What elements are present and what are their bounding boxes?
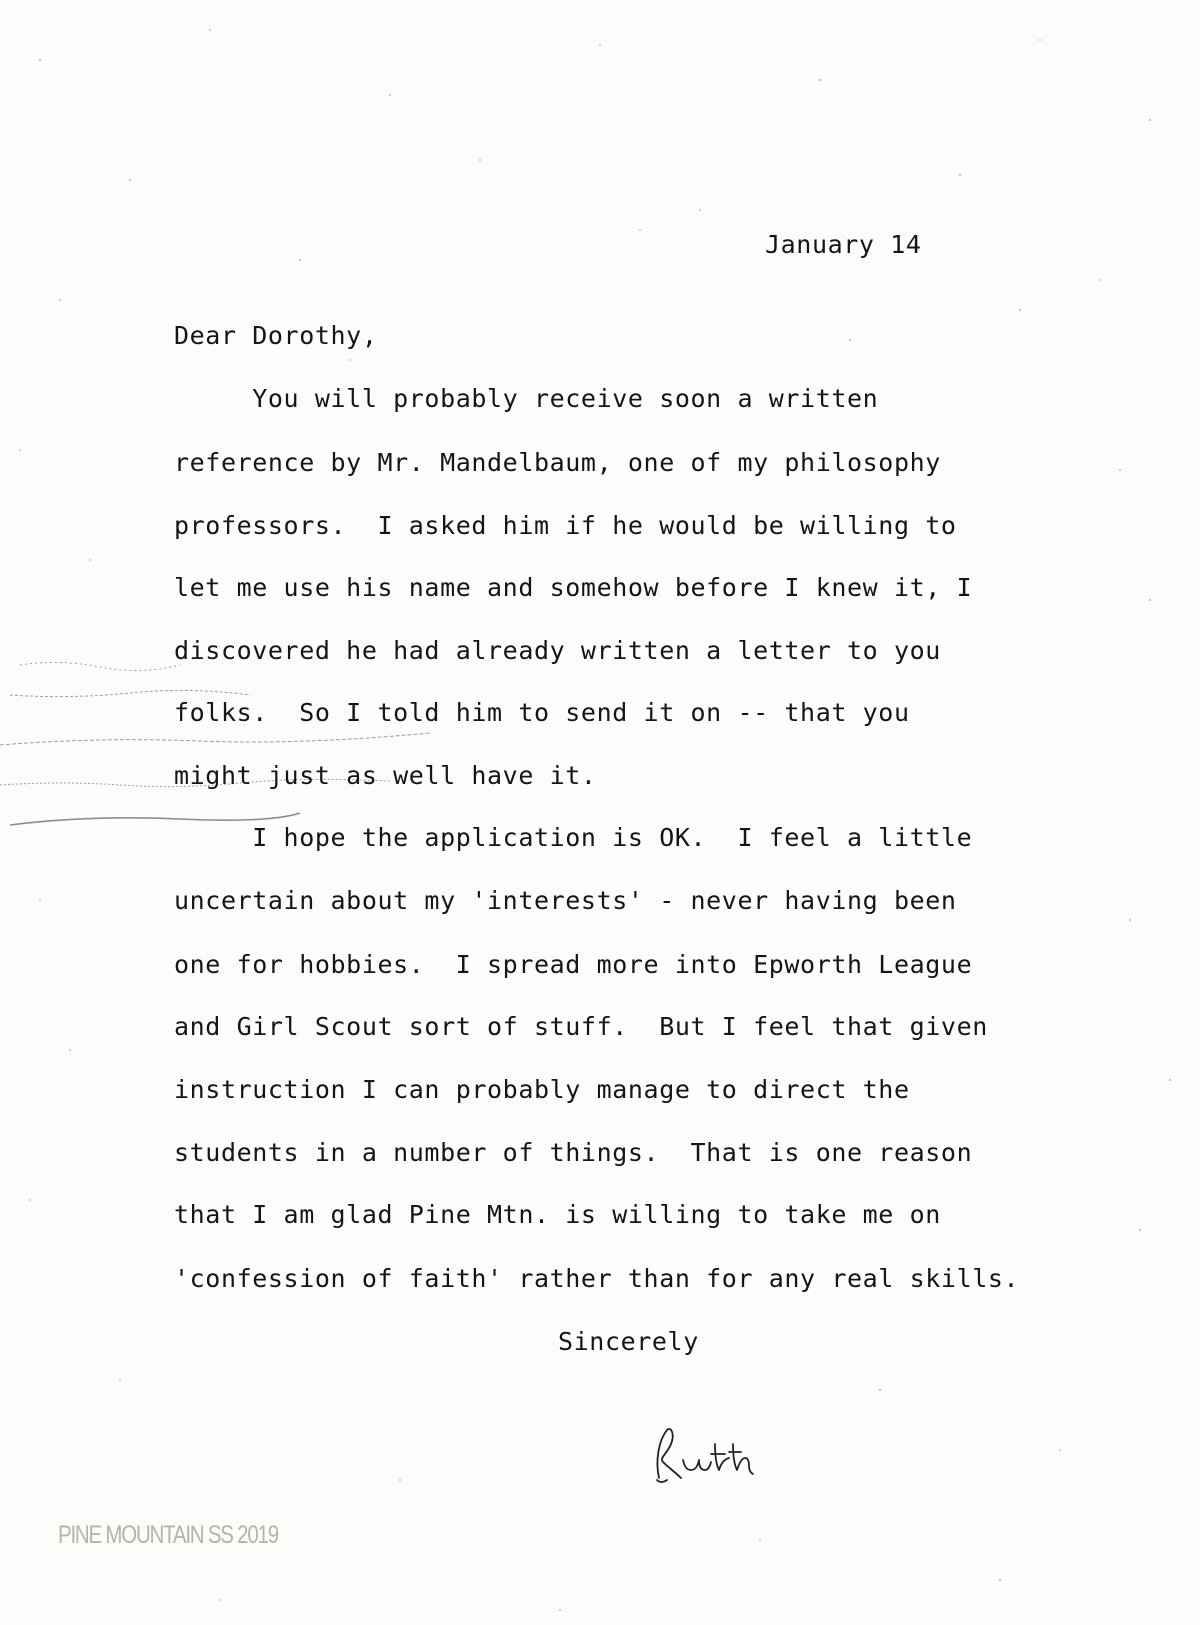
letter-date: January 14 [765, 230, 922, 259]
letter-body-line: I hope the application is OK. I feel a little [174, 823, 973, 852]
letter-body-line: folks. So I told him to send it on -- that you [174, 698, 910, 727]
letter-body-line: let me use his name and somehow before I knew it, I [174, 573, 973, 602]
letter-closing: Sincerely [558, 1327, 699, 1356]
watermark-text: PINE MOUNTAIN SS 2019 [58, 1521, 278, 1549]
letter-body-line: one for hobbies. I spread more into Epworth League [174, 950, 973, 979]
letter-body-line: professors. I asked him if he would be willing to [174, 511, 957, 540]
letter-body-line: reference by Mr. Mandelbaum, one of my philosophy [174, 448, 941, 477]
letter-body-line: that I am glad Pine Mtn. is willing to take me on [174, 1200, 941, 1229]
letter-body-line: uncertain about my 'interests' - never having been [174, 886, 957, 915]
letter-body-line: and Girl Scout sort of stuff. But I feel that given [174, 1012, 988, 1041]
letter-body-line: instruction I can probably manage to direct the [174, 1075, 910, 1104]
letter-body-line: 'confession of faith' rather than for any real skills. [174, 1264, 1020, 1293]
handwritten-signature [645, 1420, 765, 1490]
letter-body-line: You will probably receive soon a written [174, 384, 879, 413]
letter-body-line: might just as well have it. [174, 761, 597, 790]
letter-body-line: students in a number of things. That is one reason [174, 1138, 973, 1167]
letter-salutation: Dear Dorothy, [174, 321, 378, 350]
letter-body-line: discovered he had already written a letter to you [174, 636, 941, 665]
